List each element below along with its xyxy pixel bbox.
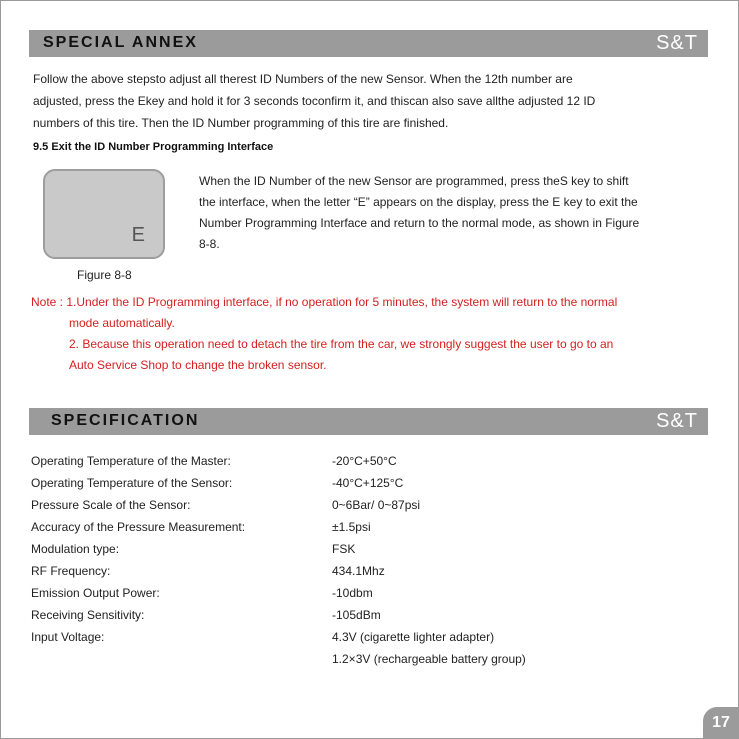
spec-row — [31, 608, 691, 628]
exit-line: Number Programming Interface and return to the normal mode, as shown in Figure — [199, 216, 640, 230]
spec-label: Accuracy of the Pressure Measurement: — [31, 520, 246, 534]
spec-value: -20°C+50°C — [332, 454, 397, 468]
exit-description — [199, 171, 711, 255]
spec-row — [31, 476, 691, 496]
spec-label: Operating Temperature of the Master: — [31, 454, 231, 468]
spec-value: 1.2×3V (rechargeable battery group) — [332, 652, 526, 666]
spec-row — [31, 586, 691, 606]
note-line: Auto Service Shop to change the broken sensor. — [69, 358, 327, 372]
spec-value: -40°C+125°C — [332, 476, 404, 490]
spec-value: 434.1Mhz — [332, 564, 385, 578]
spec-value: 0~6Bar/ 0~87psi — [332, 498, 421, 512]
spec-label: Receiving Sensitivity: — [31, 608, 145, 622]
exit-line: 8-8. — [199, 237, 220, 251]
page-number: 17 — [703, 707, 739, 739]
note-line: mode automatically. — [69, 316, 175, 330]
note-line: Note : 1.Under the ID Programming interface, if no operation for 5 minutes, the system will return to the normal — [31, 295, 618, 309]
banner-title: SPECIFICATION — [51, 412, 200, 429]
spec-row — [31, 630, 691, 650]
exit-line: When the ID Number of the new Sensor are programmed, press theS key to shift — [199, 174, 629, 188]
section-heading: 9.5 Exit the ID Number Programming Interface — [33, 141, 274, 153]
spec-label: Operating Temperature of the Sensor: — [31, 476, 233, 490]
spec-row — [31, 498, 691, 518]
brand-logo: S&T — [656, 32, 698, 54]
brand-logo: S&T — [656, 410, 698, 432]
intro-line: numbers of this tire. Then the ID Number programming of this tire are finished. — [33, 116, 449, 130]
specification-banner — [29, 408, 708, 435]
figure-caption: Figure 8-8 — [77, 268, 132, 282]
lcd-display — [43, 169, 165, 259]
spec-row — [31, 520, 691, 540]
spec-value: ±1.5psi — [332, 520, 371, 534]
display-letter: E — [131, 224, 145, 246]
exit-line: the interface, when the letter “E” appears on the display, press the E key to exit the — [199, 195, 638, 209]
intro-line: Follow the above stepsto adjust all therest ID Numbers of the new Sensor. When the 12th number are — [33, 72, 573, 86]
spec-row — [31, 564, 691, 584]
spec-row — [31, 542, 691, 562]
spec-label: RF Frequency: — [31, 564, 111, 578]
special-annex-banner — [29, 30, 708, 57]
spec-value: FSK — [332, 542, 356, 556]
spec-row — [31, 652, 691, 672]
spec-value: 4.3V (cigarette lighter adapter) — [332, 630, 495, 644]
note-line: 2. Because this operation need to detach the tire from the car, we strongly suggest the user to go to an — [69, 337, 614, 351]
banner-title: SPECIAL ANNEX — [43, 34, 198, 51]
spec-label: Pressure Scale of the Sensor: — [31, 498, 191, 512]
spec-label: Input Voltage: — [31, 630, 105, 644]
intro-line: adjusted, press the Ekey and hold it for 3 seconds toconfirm it, and thiscan also save allthe adjusted 12 ID — [33, 94, 596, 108]
spec-value: -10dbm — [332, 586, 373, 600]
spec-value: -105dBm — [332, 608, 381, 622]
spec-label: Emission Output Power: — [31, 586, 160, 600]
spec-label: Modulation type: — [31, 542, 120, 556]
spec-row — [31, 454, 691, 474]
